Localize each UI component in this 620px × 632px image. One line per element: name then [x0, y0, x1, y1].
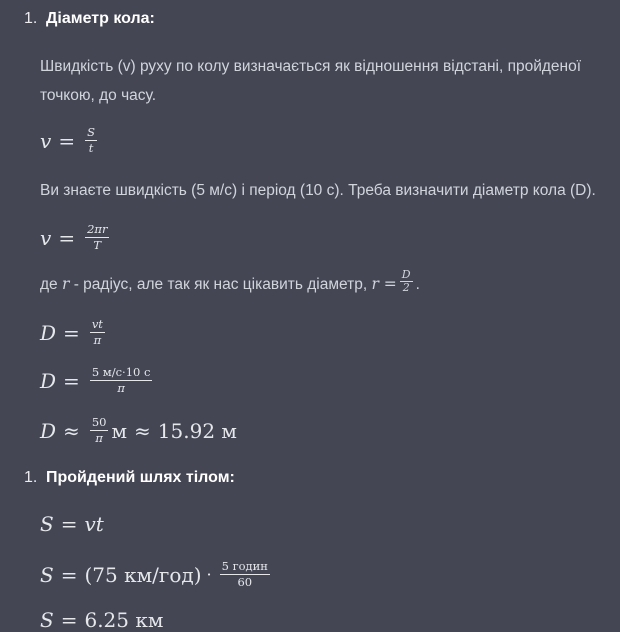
formula-lhs: S [40, 608, 54, 632]
formula-distance-2 [40, 560, 273, 589]
fraction-denominator: π [93, 333, 102, 347]
formula-relation: = [58, 128, 76, 153]
formula-distance-1 [40, 512, 104, 536]
formula-relation: = [63, 320, 80, 345]
fraction-numerator: 5 м/с·10 с [91, 365, 151, 379]
section-title: Пройдений шлях тілом: [46, 469, 235, 486]
section-heading-diameter [24, 9, 155, 29]
fraction-denominator: 60 [237, 575, 253, 589]
formula-fraction [90, 416, 109, 445]
formula-lhs: S [40, 512, 54, 536]
radius-text-before: де [40, 276, 58, 293]
formula-diameter-2 [40, 366, 155, 395]
fraction-numerator: D [401, 268, 411, 282]
formula-diameter-3 [40, 416, 237, 445]
formula-fraction [85, 223, 109, 252]
formula-rhs: vt [84, 512, 104, 536]
fraction-denominator: T [93, 238, 102, 252]
fraction-denominator: π [117, 381, 125, 395]
fraction-numerator: vt [91, 317, 103, 331]
formula-lhs: S [40, 562, 54, 587]
radius-variable: r [61, 275, 70, 293]
formula-fraction [90, 318, 105, 347]
formula-lhs: v [40, 128, 52, 153]
formula-fraction [85, 126, 97, 155]
fraction-numerator: 50 [91, 415, 107, 429]
radius-end: . [415, 276, 420, 293]
formula-relation: ≈ [63, 418, 80, 443]
formula-relation-2: ≈ [134, 418, 151, 443]
formula-relation: = [60, 512, 78, 536]
formula-distance-3 [40, 608, 163, 632]
section-heading-distance [24, 468, 235, 488]
formula-operator: · [206, 565, 212, 584]
formula-result: 15.92 м [157, 418, 237, 443]
fraction-denominator: π [95, 431, 103, 445]
list-number: 1. [24, 10, 38, 27]
speed-definition-text: Швидкість (v) руху по колу визначається як відношення відстані, пройденої точкою, до часу. [40, 58, 582, 104]
formula-fraction [90, 366, 153, 395]
formula-lhs: D [40, 320, 57, 345]
radius-equation: r = [371, 275, 397, 293]
formula-relation: = [60, 608, 78, 632]
formula-relation: = [60, 562, 78, 587]
formula-lhs: D [40, 368, 57, 393]
fraction-numerator: 2πr [87, 222, 108, 236]
formula-unit: м [111, 418, 128, 443]
formula-rhs: (75 км/год) [84, 562, 202, 587]
section-title: Діаметр кола: [46, 10, 155, 27]
formula-period [40, 223, 112, 252]
formula-diameter-1 [40, 318, 108, 347]
formula-fraction [220, 560, 270, 589]
formula-speed [40, 126, 100, 155]
fraction-denominator: t [88, 141, 94, 155]
formula-lhs: D [40, 418, 57, 443]
radius-fraction [400, 269, 413, 294]
given-values-text: Ви знаєте швидкість (5 м/с) і період (10 с). Треба визначити діаметр кола (D). [40, 182, 596, 199]
fraction-denominator: 2 [402, 281, 410, 295]
radius-text-middle: - радіус, але так як нас цікавить діаметр, [73, 276, 368, 293]
formula-relation: = [58, 225, 76, 250]
radius-text [40, 270, 615, 299]
fraction-numerator: S [87, 125, 95, 139]
formula-relation: = [63, 368, 80, 393]
formula-lhs: v [40, 225, 52, 250]
formula-rhs: 6.25 км [84, 608, 164, 632]
list-number: 1. [24, 469, 38, 486]
fraction-numerator: 5 годин [221, 559, 268, 573]
